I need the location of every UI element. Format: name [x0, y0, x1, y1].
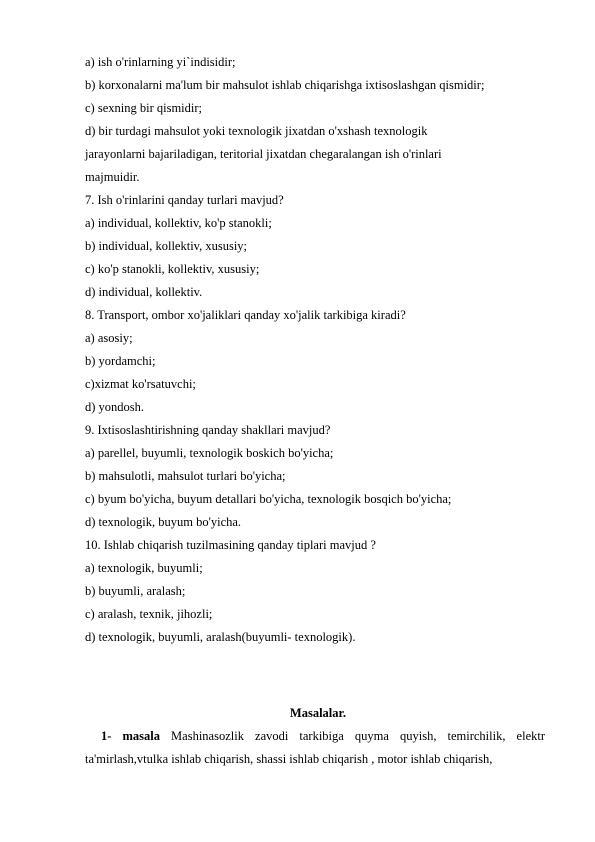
q10-answer-b: b) buyumli, aralash; [85, 584, 186, 598]
answer-d-continued-1: jarayonlarni bajariladigan, teritorial jixatdan chegaralangan ish o'rinlari [85, 147, 442, 161]
question-7: 7. Ish o'rinlarini qanday turlari mavjud? [85, 193, 284, 207]
q9-answer-d: d) texnologik, buyum bo'yicha. [85, 515, 242, 529]
q9-answer-c: c) byum bo'yicha, buyum detallari bo'yicha, texnologik bosqich bo'yicha; [85, 492, 452, 506]
q8-answer-c: c)xizmat ko'rsatuvchi; [85, 377, 196, 391]
answer-b-line: b) korxonalarni ma'lum bir mahsulot ishlab chiqarishga ixtisoslashgan qismidir; [85, 78, 485, 92]
q8-answer-a: a) asosiy; [85, 331, 133, 345]
problem-1-line-2: ta'mirlash,vtulka ishlab chiqarish, shassi ishlab chiqarish , motor ishlab chiqarish, [85, 752, 493, 766]
q7-answer-d: d) individual, kollektiv. [85, 285, 203, 299]
problem-1-label: 1- masala [101, 729, 160, 743]
q7-answer-a: a) individual, kollektiv, ko'p stanokli; [85, 216, 272, 230]
section-heading: Masalalar. [289, 706, 347, 720]
q10-answer-a: a) texnologik, buyumli; [85, 561, 203, 575]
q8-answer-d: d) yondosh. [85, 400, 145, 414]
q9-answer-a: a) parellel, buyumli, texnologik boskich bo'yicha; [85, 446, 334, 460]
problem-1-line-1 [85, 728, 545, 744]
q8-answer-b: b) yordamchi; [85, 354, 156, 368]
q9-answer-b: b) mahsulotli, mahsulot turlari bo'yicha; [85, 469, 286, 483]
problem-1-text-start: Mashinasozlik zavodi tarkibiga quyma quyish, temirchilik, elektr [159, 729, 545, 743]
q7-answer-c: c) ko'p stanokli, kollektiv, xususiy; [85, 262, 260, 276]
answer-d-line: d) bir turdagi mahsulot yoki texnologik jixatdan o'xshash texnologik [85, 124, 428, 138]
answer-a-line: a) ish o'rinlarning yi`indisidir; [85, 55, 236, 69]
q7-answer-b: b) individual, kollektiv, xususiy; [85, 239, 248, 253]
question-8: 8. Transport, ombor xo'jaliklari qanday xo'jalik tarkibiga kiradi? [85, 308, 406, 322]
answer-c-line: c) sexning bir qismidir; [85, 101, 202, 115]
q10-answer-d: d) texnologik, buyumli, aralash(buyumli- texnologik). [85, 630, 356, 644]
q10-answer-c: c) aralash, texnik, jihozli; [85, 607, 213, 621]
question-10: 10. Ishlab chiqarish tuzilmasining qanday tiplari mavjud ? [85, 538, 376, 552]
answer-d-continued-2: majmuidir. [85, 170, 140, 184]
question-9: 9. Ixtisoslashtirishning qanday shakllari mavjud? [85, 423, 331, 437]
